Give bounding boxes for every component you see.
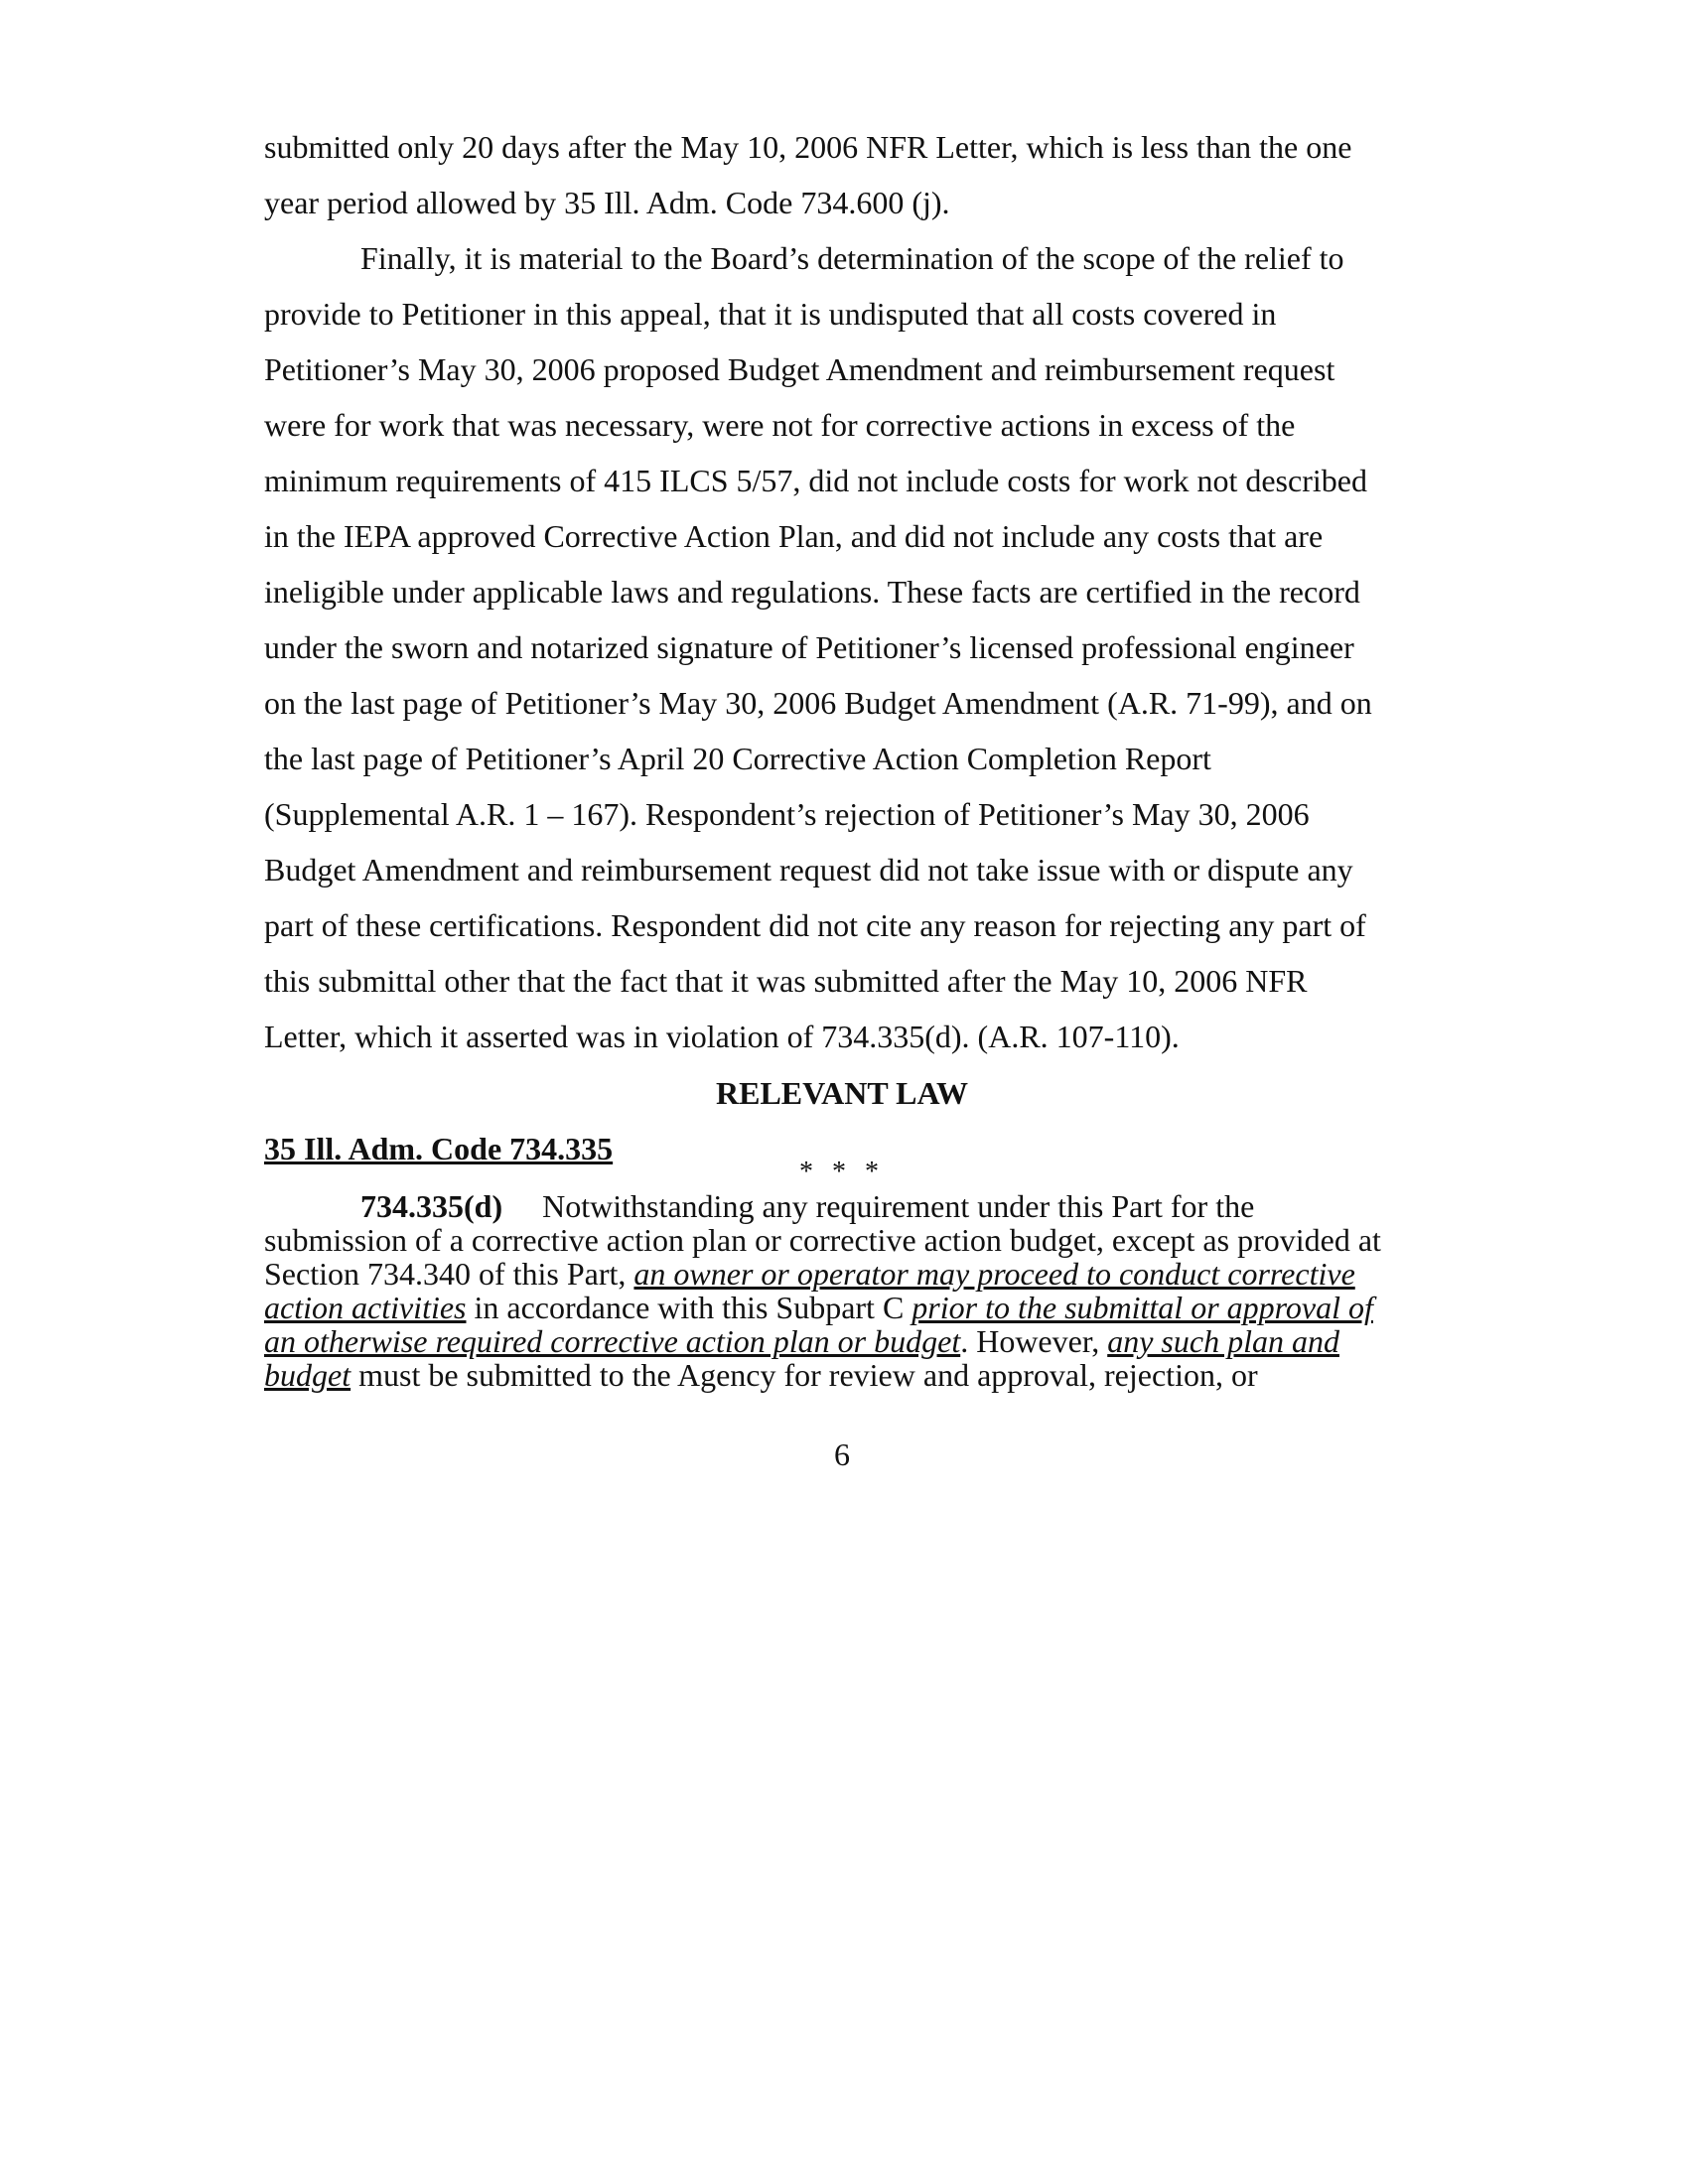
statute-line (264, 1290, 1373, 1326)
body-line: part of these certifications. Respondent did not cite any reason for rejecting any part of (264, 907, 1366, 943)
statute-text: Section 734.340 of this Part, (264, 1256, 634, 1292)
body-line: ineligible under applicable laws and regulations. These facts are certified in the record (264, 574, 1360, 610)
statute-emphasis: budget (264, 1357, 351, 1393)
statute-text: in accordance with this Subpart C (466, 1290, 912, 1325)
statute-line (264, 1357, 1258, 1394)
statute-text: Notwithstanding any requirement under this Part for the (542, 1188, 1255, 1224)
statute-emphasis: an owner or operator may proceed to conduct corrective (633, 1256, 1355, 1292)
statute-line (264, 1222, 1381, 1259)
statute-text: submission of a corrective action plan or corrective action budget, except as provided at (264, 1222, 1381, 1258)
body-line: this submittal other that the fact that it was submitted after the May 10, 2006 NFR (264, 963, 1308, 999)
body-line: in the IEPA approved Corrective Action Plan, and did not include any costs that are (264, 518, 1324, 554)
statute-emphasis: any such plan and (1107, 1323, 1339, 1359)
body-line: the last page of Petitioner’s April 20 Corrective Action Completion Report (264, 741, 1211, 776)
statute-emphasis: action activities (264, 1290, 467, 1325)
body-line: minimum requirements of 415 ILCS 5/57, did not include costs for work not described (264, 463, 1367, 498)
body-line: Letter, which it asserted was in violation of 734.335(d). (A.R. 107-110). (264, 1019, 1180, 1054)
statute-text: . However, (960, 1323, 1108, 1359)
body-line: Petitioner’s May 30, 2006 proposed Budget Amendment and reimbursement request (264, 351, 1335, 387)
body-line: year period allowed by 35 Ill. Adm. Code 734.600 (j). (264, 185, 950, 220)
body-line: Finally, it is material to the Board’s determination of the scope of the relief to (360, 240, 1344, 276)
statute-line (264, 1323, 1339, 1360)
body-line: Budget Amendment and reimbursement request did not take issue with or dispute any (264, 852, 1353, 887)
ellipsis-stars: * * * (799, 1157, 885, 1187)
body-line: (Supplemental A.R. 1 – 167). Respondent’s rejection of Petitioner’s May 30, 2006 (264, 796, 1310, 832)
page-number: 6 (834, 1436, 850, 1472)
section-heading: RELEVANT LAW (715, 1075, 968, 1111)
statute-emphasis: prior to the submittal or approval of (912, 1290, 1373, 1325)
body-line: were for work that was necessary, were not for corrective actions in excess of the (264, 407, 1296, 443)
body-line: provide to Petitioner in this appeal, that it is undisputed that all costs covered in (264, 296, 1277, 332)
statute-emphasis: an otherwise required corrective action plan or budget (264, 1323, 961, 1359)
body-line: submitted only 20 days after the May 10, 2006 NFR Letter, which is less than the one (264, 129, 1352, 165)
body-line: on the last page of Petitioner’s May 30, 2006 Budget Amendment (A.R. 71-99), and on (264, 685, 1372, 721)
statute-text: must be submitted to the Agency for review and approval, rejection, or (351, 1357, 1258, 1393)
statute-line (360, 1188, 1254, 1225)
statute-heading: 35 Ill. Adm. Code 734.335 (264, 1131, 614, 1166)
statute-section-number: 734.335(d) (360, 1188, 503, 1224)
statute-line (264, 1256, 1355, 1293)
body-line: under the sworn and notarized signature of Petitioner’s licensed professional engineer (264, 629, 1354, 665)
